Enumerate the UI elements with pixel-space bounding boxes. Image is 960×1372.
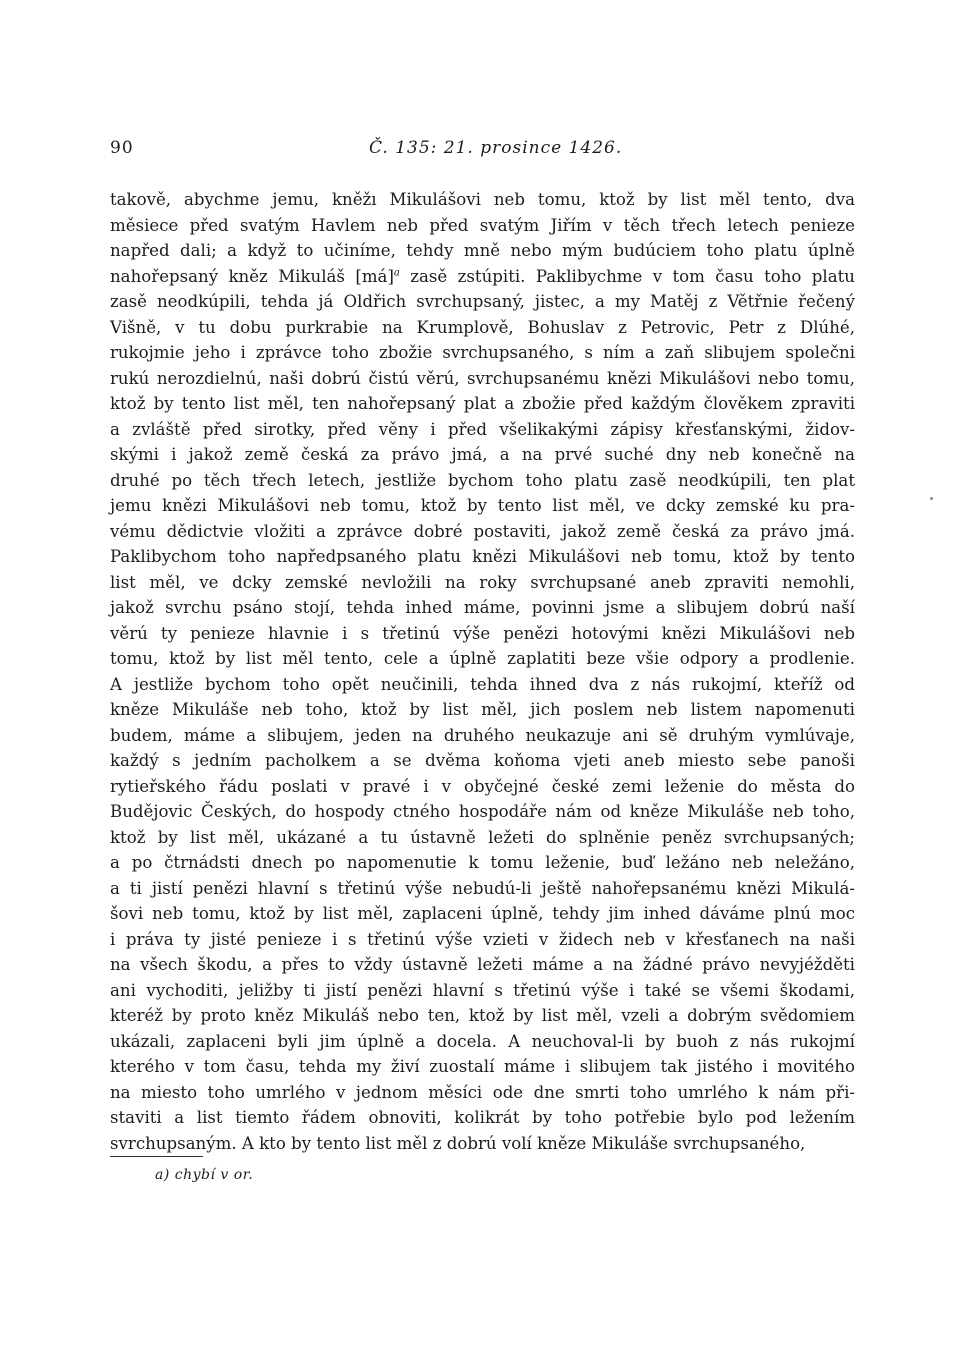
text-line: svrchupsaným. A kto by tento list měl z dobrú volí kněze Mikuláše svrchupsaného, [110,1133,806,1153]
text-line: takově, abychme jemu, kněžı Mikulášovi neb tomu, ktož by list měl tento, dva [110,190,855,209]
text-line: skými i jakož země česká za právo jmá, a na prvé suché dny neb konečně na [110,445,855,464]
text-line: rytieřského řádu poslati v pravé i v obyčejné české zemi leženie do města do [110,776,855,796]
text-line: tomu, ktož by list měl tento, cele a úplně zaplatiti beze všie odpory a prodlenie. [110,649,855,668]
text-line: vému dědictvie vložiti a zprávce dobré postaviti, jakož země česká za právo jmá. [110,521,855,541]
text-line: každý s jedním pacholkem a se dvěma koňoma vjeti aneb miesto sebe panoši [110,751,855,770]
text-line: jakož svrchu psáno stojí, tehda inhed máme, povinni jsme a slibujem dobrú naší [110,598,855,617]
text-line: měsiece před svatým Havlem neb před svatým Jiřím v těch třech letech penieze [110,215,855,235]
text-line-with-footnote-ref [110,264,855,290]
footnote-marker: a [393,266,400,278]
text-line: staviti a list tiemto řádem obnoviti, kolikrát by toho potřebie bylo pod ležením [110,1108,855,1127]
footnote-divider [110,1156,203,1157]
text-line: napřed dali; a když to učiníme, tehdy mně nebo mým budúciem toho platu úplně [110,241,855,260]
text-line: Paklibychom toho napředpsaného platu knězi Mikulášovi neb tomu, ktož by tento [110,547,855,566]
text-line: rukú nerozdielnú, naši dobrú čistú věrú, svrchupsanému knězi Mikulášovi nebo tomu, [110,368,855,388]
text-line: a ti jistí penězi hlavní s třetinú výše nebudú-li ještě nahořepsanému knězi Mikulá- [110,878,855,898]
text-line: ktož by list měl, ukázané a tu ústavně ležeti do splněnie peněz svrchupsaných; [110,827,855,847]
text-line: Budějovic Českých, do hospody ctného hospodáře nám od kněze Mikuláše neb toho, [110,802,855,821]
text-line: na všech škodu, a přes to vždy ústavně ležeti máme a na žádné právo nevyjéžděti [110,955,855,974]
text-line: na miesto toho umrlého v jednom měsíci ode dne smrti toho umrlého k nám při- [110,1082,855,1102]
text-line: ukázali, zaplaceni byli jim úplně a docela. A neuchoval-li by buoh z nás rukojmí [110,1031,855,1051]
text-line: list měl, ve dcky zemské nevložili na roky svrchupsané aneb zpraviti nemohli, [110,572,855,592]
text-line: druhé po těch třech letech, jestliže bychom toho platu zasě neodkúpili, ten plat [110,470,855,490]
text-line: Višně, v tu dobu purkrabie na Krumplově, Bohuslav z Petrovic, Petr z Dlúhé, [110,317,855,337]
text-line: i práva ty jisté penieze i s třetinú výše vzieti v židech neb v křesťanech na naši [110,929,855,949]
text-line: kteréž by proto kněz Mikuláš nebo ten, ktož by list měl, vzeli a dobrým svědomiem [110,1006,855,1025]
text-line: kterého v tom času, tehda my živí zuostalí máme i slibujem tak jistého i movitého [110,1057,855,1076]
text-segment: nahořepsaný kněz Mikuláš [má] [110,266,394,286]
scan-speck [930,497,933,500]
text-line: věrú ty penieze hlavnie i s třetinú výše penězi hotovými knězi Mikulášovi neb [110,623,855,643]
text-line: ktož by tento list měl, ten nahořepsaný plat a zbožie před každým člověkem zpraviti [110,394,855,413]
text-line: rukojmie jeho i zprávce toho zbožie svrchupsaného, s ním a zaň slibujem společni [110,343,855,362]
text-line: zasě neodkúpili, tehda já Oldřich svrchupsaný, jistec, a my Matěj z Větřnie řečený [110,292,855,311]
text-segment: zasě zstúpiti. Paklibychme v tom času toho platu [399,266,855,286]
page-number: 90 [110,138,134,158]
text-line: budem, máme a slibujem, jeden na druhého neukazuje ani sě druhým vymlúvaje, [110,725,855,745]
footnote: a) chybí v or. [155,1167,254,1183]
text-line: ani vychoditi, jeližby ti jistí penězi hlavní s třetinú výše i také se všemi škodami, [110,980,855,1000]
body-text [110,187,855,1156]
text-line: šovi neb tomu, ktož by list měl, zaplaceni úplně, tehdy jim inhed dáváme plnú moc [110,904,855,923]
text-line: jemu knězi Mikulášovi neb tomu, ktož by tento list měl, ve dcky zemské ku pra- [110,496,855,515]
running-head: Č. 135: 21. prosince 1426. [369,138,623,158]
page-header [110,138,855,162]
text-line: a zvláště před sirotky, před věny i před všelikakými zápisy křesťanskými, židov- [110,419,855,439]
text-line: A jestliže bychom toho opět neučinili, tehda ihned dva z nás rukojmí, kteříž od [110,674,855,694]
text-line: a po čtrnádsti dnech po napomenutie k tomu leženie, buď ležáno neb neležáno, [110,853,855,872]
text-line: kněze Mikuláše neb toho, ktož by list měl, jich poslem neb listem napomenuti [110,700,855,719]
